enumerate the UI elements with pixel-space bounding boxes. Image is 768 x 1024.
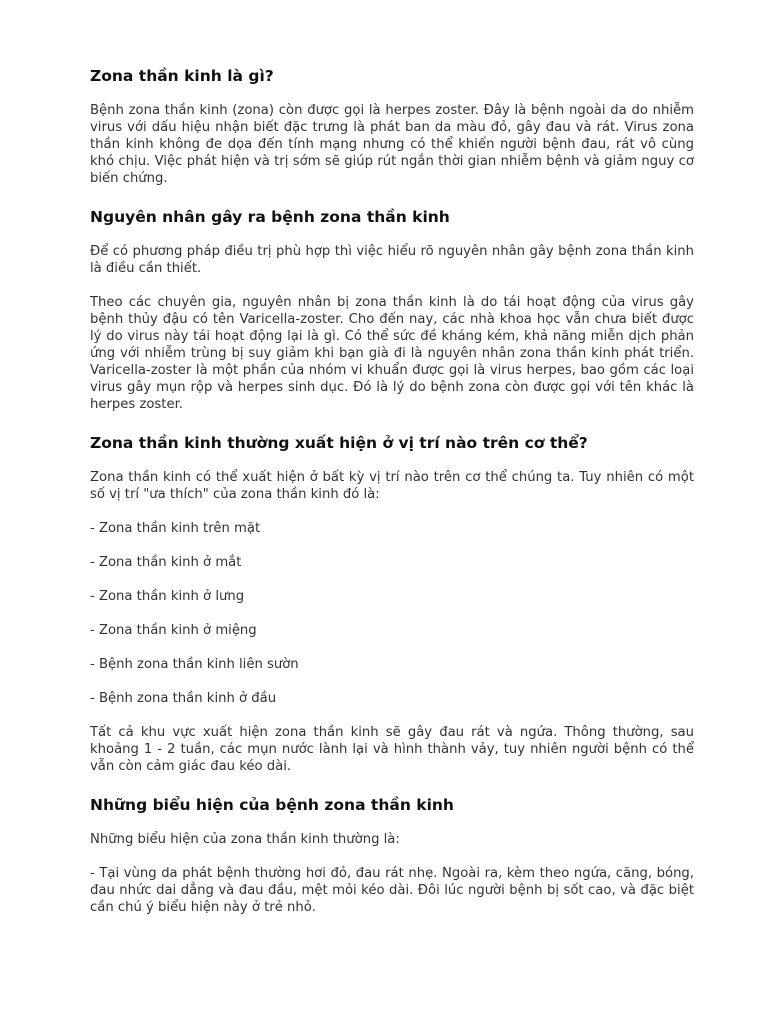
list-item: - Zona thần kinh ở mắt	[90, 555, 242, 570]
document-page	[90, 66, 694, 916]
paragraph: Zona thần kinh có thể xuất hiện ở bất kỳ vị trí nào trên cơ thể chúng ta. Tuy nhiên có một số vị trí "ưa thích" của zona thần kinh đó là:	[90, 470, 694, 502]
paragraph: Theo các chuyên gia, nguyên nhân bị zona thần kinh là do tái hoạt động của virus gây bệnh thủy đậu có tên Varicella-zoster. Cho đến nay, các nhà khoa học vẫn chưa biết được lý do virus này tái hoạt động lại là gì. Có thể sức đề kháng kém, khả năng miễn dịch phản ứng với nhiễm trùng bị suy giảm khi bạn già đi là nguyên nhân zona thần kinh phát triển. Varicella-zoster là một phần của nhóm vi khuẩn được gọi là virus herpes, bao gồm các loại virus gây mụn rộp và herpes sinh dục. Đó là lý do bệnh zona còn được gọi với tên khác là herpes zoster.	[90, 295, 694, 412]
list-item: - Bệnh zona thần kinh ở đầu	[90, 691, 277, 706]
section-heading-what-is-shingles: Zona thần kinh là gì?	[90, 67, 274, 85]
list-item: - Zona thần kinh ở lưng	[90, 589, 245, 604]
paragraph: - Tại vùng da phát bệnh thường hơi đỏ, đau rát nhẹ. Ngoài ra, kèm theo ngứa, căng, bóng, đau nhức dai dẳng và đau đầu, mệt mỏi kéo dài. Đôi lúc người bệnh bị sốt cao, và đặc biệt cần chú ý biểu hiện này ở trẻ nhỏ.	[90, 866, 694, 915]
list-item: - Bệnh zona thần kinh liên sườn	[90, 657, 299, 672]
section-heading-locations: Zona thần kinh thường xuất hiện ở vị trí nào trên cơ thể?	[90, 434, 588, 452]
paragraph: Bệnh zona thần kinh (zona) còn được gọi là herpes zoster. Đây là bệnh ngoài da do nhiễm virus với dấu hiệu nhận biết đặc trưng là phát ban da màu đỏ, gây đau và rát. Virus zona thần kinh không đe dọa đến tính mạng nhưng có thể khiến người bệnh đau, rát vô cùng khó chịu. Việc phát hiện và trị sớm sẽ giúp rút ngắn thời gian nhiễm bệnh và giảm nguy cơ biến chứng.	[90, 103, 694, 186]
paragraph: Để có phương pháp điều trị phù hợp thì việc hiểu rõ nguyên nhân gây bệnh zona thần kinh là điều cần thiết.	[90, 244, 694, 276]
paragraph: Tất cả khu vực xuất hiện zona thần kinh sẽ gây đau rát và ngứa. Thông thường, sau khoảng 1 - 2 tuần, các mụn nước lành lại và hình thành vảy, tuy nhiên người bệnh có thể vẫn còn cảm giác đau kéo dài.	[90, 725, 694, 774]
list-item: - Zona thần kinh trên mặt	[90, 521, 261, 536]
list-item: - Zona thần kinh ở miệng	[90, 623, 257, 638]
paragraph: Những biểu hiện của zona thần kinh thường là:	[90, 832, 400, 847]
section-heading-causes: Nguyên nhân gây ra bệnh zona thần kinh	[90, 208, 450, 226]
section-heading-symptoms: Những biểu hiện của bệnh zona thần kinh	[90, 796, 454, 814]
